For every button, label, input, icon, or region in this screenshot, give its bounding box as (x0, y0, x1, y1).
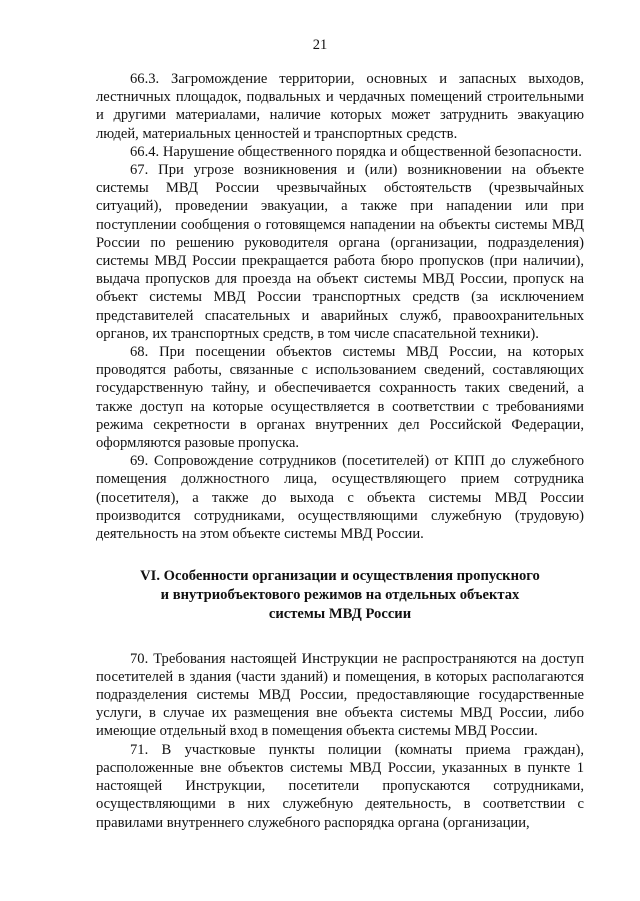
paragraph-66-3: 66.3. Загромождение территории, основных и запасных выходов, лестничных площадок, подвальных и чердачных помещений строительными и другими материалами, наличие которых может затруднить эвакуацию людей, материальных ценностей и транспортных средств. (96, 71, 584, 142)
paragraph-68: 68. При посещении объектов системы МВД России, на которых проводятся работы, связанные с использованием сведений, составляющих государственную тайну, и обеспечивается сохранность таких сведений, а также доступ на которые осуществляется в соответствии с требованиями режима секретности в органах внутренних дел Российской Федерации, оформляются разовые пропуска. (96, 344, 584, 452)
paragraph-69: 69. Сопровождение сотрудников (посетителей) от КПП до служебного помещения должностного лица, осуществляющего прием сотрудника (посетителя), а также до выхода с объекта системы МВД России производится сотрудниками, осуществляющими служебную (трудовую) деятельность на этом объекте системы МВД России. (96, 453, 584, 543)
paragraph-71: 71. В участковые пункты полиции (комнаты приема граждан), расположенные вне объектов системы МВД России, указанных в пункте 1 настоящей Инструкции, посетители пропускаются сотрудниками, осуществляющими в них служебную деятельность, в соответствии с правилами внутреннего служебного распорядка органа (организации, (96, 741, 584, 831)
section-heading (96, 567, 584, 623)
paragraph-70: 70. Требования настоящей Инструкции не распространяются на доступ посетителей в здания (части зданий) и помещения, в которых располагаются подразделения системы МВД России, предоставляющие государственные услуги, в случае их размещения вне объекта системы МВД России, либо имеющие отдельный вход в помещения объекта системы МВД России. (96, 650, 584, 740)
section-heading-line-2: и внутриобъектового режимов на отдельных объектах (160, 587, 520, 604)
section-heading-line-3: системы МВД России (268, 605, 412, 622)
document-body (96, 70, 584, 832)
paragraph-66-4: 66.4. Нарушение общественного порядка и общественной безопасности. (130, 143, 582, 160)
page-number: 21 (312, 37, 328, 53)
section-heading-line-1: VI. Особенности организации и осуществления пропускного (140, 568, 540, 585)
paragraph-67: 67. При угрозе возникновения и (или) возникновении на объекте системы МВД России чрезвычайных обстоятельств (чрезвычайных ситуаций), проведении эвакуации, а также при нападении или при поступлении сообщения о готовящемся нападении на объекты системы МВД России по решению руководителя органа (организации, подразделения) системы МВД России прекращается работа бюро пропусков (при наличии), выдача пропусков для проезда на объект системы МВД России, пропуск на объект системы МВД России транспортных средств (за исключением представителей спасательных и аварийных служб, правоохранительных органов, их транспортных средств, в том числе спасательной техники). (96, 162, 584, 342)
